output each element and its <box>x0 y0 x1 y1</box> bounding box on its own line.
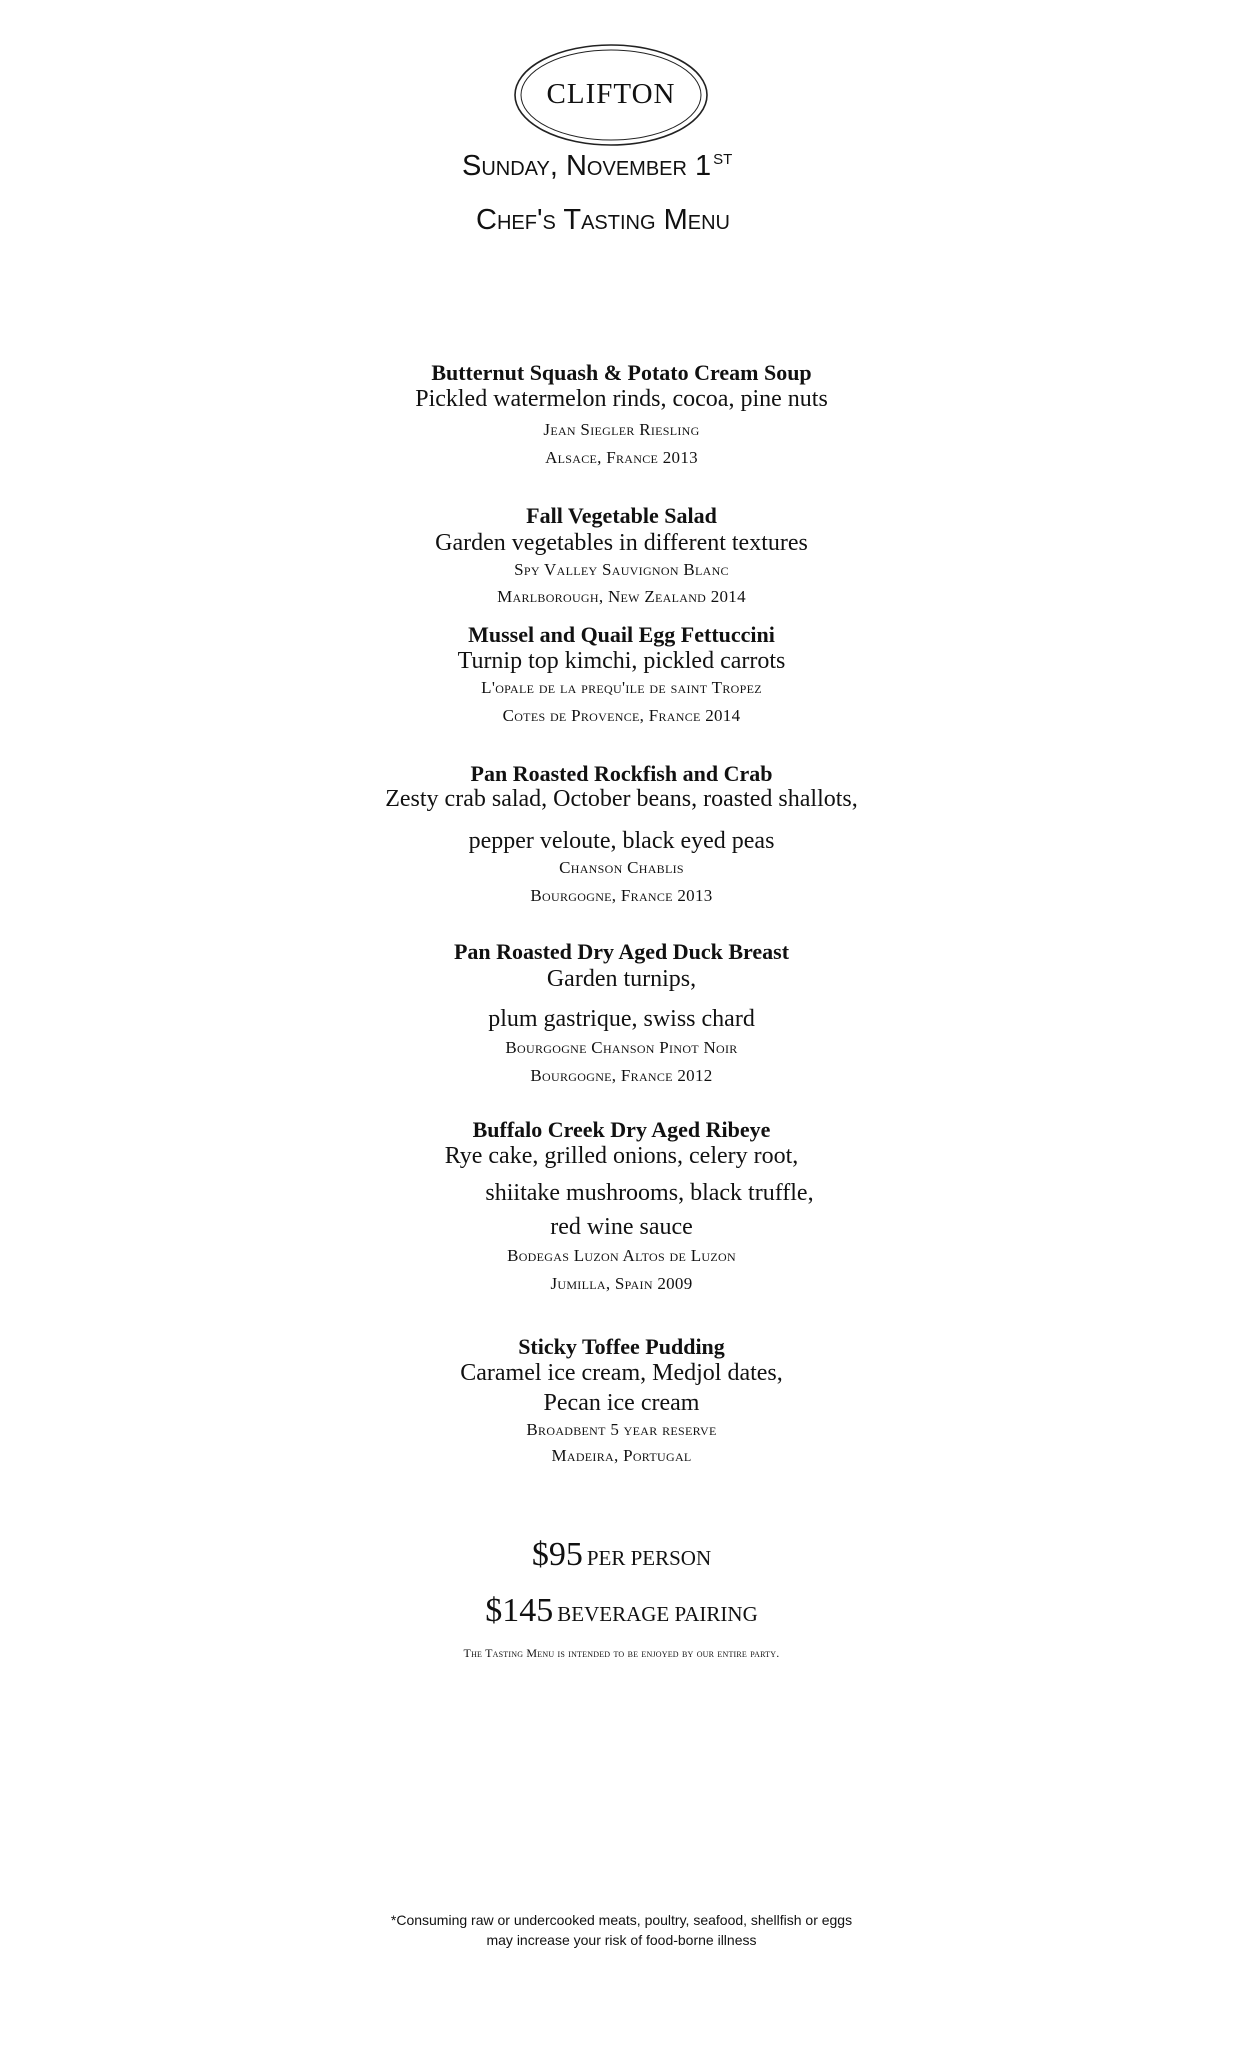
wine-pairing-region: Bourgogne, France 2013 <box>530 886 713 905</box>
course-description: pepper veloute, black eyed peas <box>468 828 775 854</box>
pairing-label: BEVERAGE PAIRING <box>557 1602 758 1626</box>
wine-pairing-region: Alsace, France 2013 <box>545 448 698 467</box>
course-description: red wine sauce <box>550 1214 693 1240</box>
course-description: Garden vegetables in different textures <box>435 530 808 556</box>
wine-pairing-name: L'opale de la prequ'ile de saint Tropez <box>481 678 762 697</box>
wine-pairing-region: Jumilla, Spain 2009 <box>550 1274 693 1293</box>
course-title: Pan Roasted Rockfish and Crab <box>470 761 773 786</box>
course-description: Pickled watermelon rinds, cocoa, pine nuts <box>415 386 828 412</box>
course-description: Zesty crab salad, October beans, roasted shallots, <box>385 786 858 812</box>
course-title: Pan Roasted Dry Aged Duck Breast <box>453 939 790 964</box>
course-title: Fall Vegetable Salad <box>526 503 717 528</box>
wine-pairing-region: Bourgogne, France 2012 <box>530 1066 713 1085</box>
disclaimer-line-1: *Consuming raw or undercooked meats, poultry, seafood, shellfish or eggs <box>390 1912 853 1928</box>
course-title: Butternut Squash & Potato Cream Soup <box>431 360 812 385</box>
menu-date <box>462 150 732 183</box>
course-description: Turnip top kimchi, pickled carrots <box>457 648 786 674</box>
party-note: The Tasting Menu is intended to be enjoyed by our entire party. <box>463 1646 780 1660</box>
course-title: Mussel and Quail Egg Fettuccini <box>468 622 775 647</box>
person-label: PER PERSON <box>586 1546 712 1570</box>
wine-pairing-name: Jean Siegler Riesling <box>543 420 700 439</box>
wine-pairing-name: Bodegas Luzon Altos de Luzon <box>507 1246 736 1265</box>
course-description: Pecan ice cream <box>543 1390 700 1416</box>
food-safety-disclaimer <box>0 1910 1243 1950</box>
wine-pairing-name: Spy Valley Sauvignon Blanc <box>514 560 729 579</box>
course-description: plum gastrique, swiss chard <box>488 1006 755 1032</box>
disclaimer-line-2: may increase your risk of food-borne illness <box>486 1932 757 1948</box>
wine-pairing-region: Cotes de Provence, France 2014 <box>502 706 741 725</box>
course-title: Sticky Toffee Pudding <box>518 1334 725 1359</box>
date-main: Sunday, November 1 <box>462 150 712 182</box>
wine-pairing-region: Madeira, Portugal <box>551 1446 692 1465</box>
person-price: $95 <box>531 1536 583 1573</box>
logo-text: CLIFTON <box>546 78 676 110</box>
price-per-person <box>0 1536 1243 1574</box>
pairing-price: $145 <box>485 1592 554 1629</box>
wine-pairing-region: Marlborough, New Zealand 2014 <box>497 587 746 606</box>
wine-pairing-name: Broadbent 5 year reserve <box>526 1420 717 1439</box>
course-description: Rye cake, grilled onions, celery root, <box>444 1143 799 1169</box>
course-title: Buffalo Creek Dry Aged Ribeye <box>472 1117 771 1142</box>
course-description: shiitake mushrooms, black truffle, <box>485 1180 814 1206</box>
wine-pairing-name: Chanson Chablis <box>559 858 684 877</box>
clifton-logo <box>511 40 711 150</box>
course-description: Caramel ice cream, Medjol dates, <box>460 1360 783 1386</box>
menu-title: Chef's Tasting Menu <box>476 204 730 236</box>
date-suffix: ST <box>713 151 733 168</box>
course-description: Garden turnips, <box>546 966 697 992</box>
wine-pairing-name: Bourgogne Chanson Pinot Noir <box>505 1038 738 1057</box>
price-beverage-pairing <box>0 1592 1243 1630</box>
